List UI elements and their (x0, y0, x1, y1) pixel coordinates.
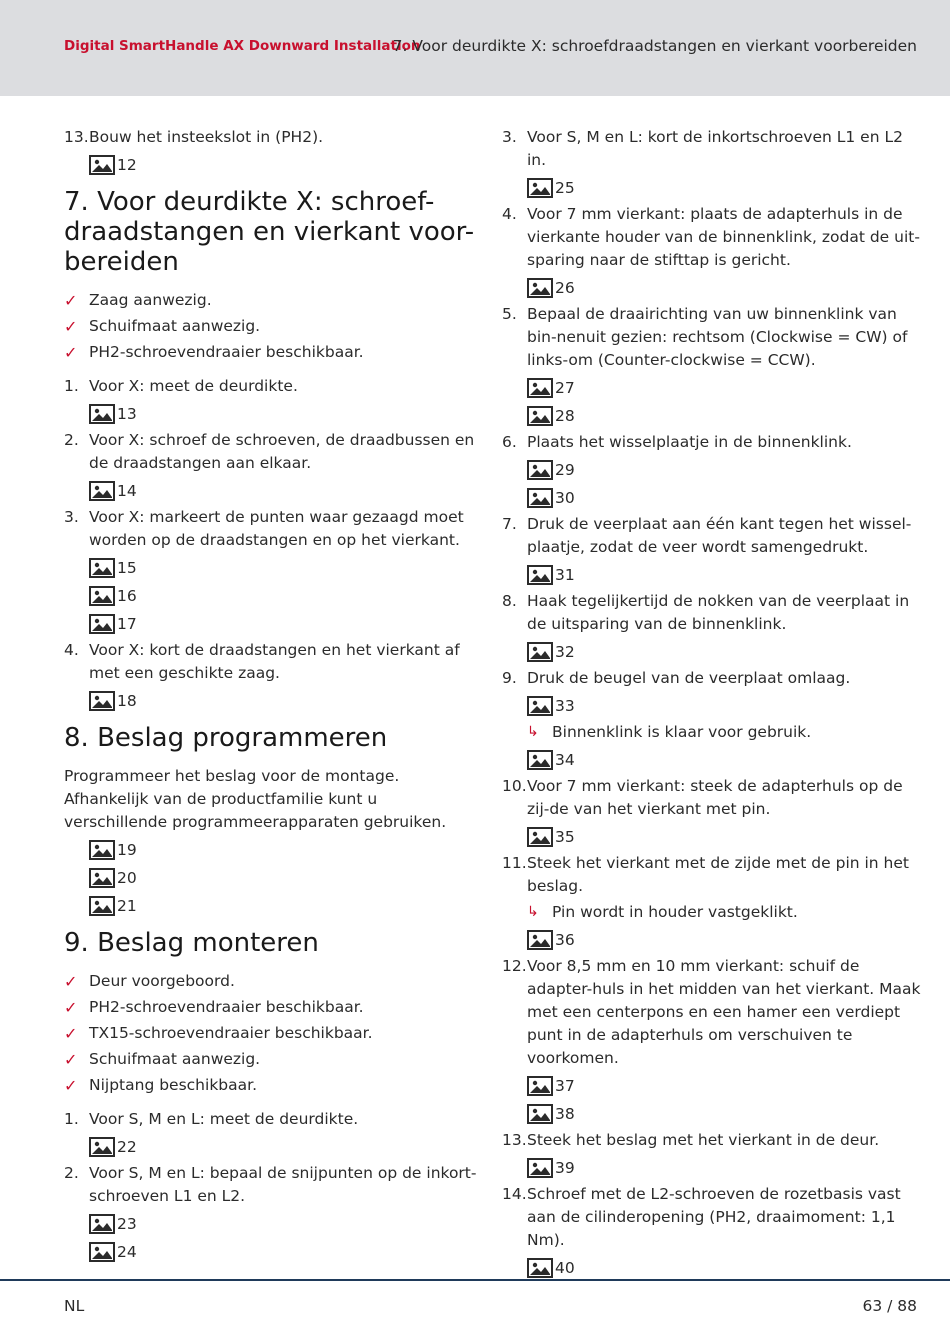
image-icon (89, 155, 115, 175)
figure-number: 21 (117, 896, 137, 915)
image-icon (527, 178, 553, 198)
figure-reference[interactable] (527, 457, 922, 482)
result-item (527, 901, 922, 924)
prerequisite-item (64, 315, 479, 338)
checkmark-icon: ✓ (64, 1076, 78, 1095)
image-icon (89, 840, 115, 860)
figure-reference[interactable] (527, 485, 922, 510)
step-item (64, 506, 479, 552)
step-item (64, 1108, 479, 1131)
document-title: Digital SmartHandle AX Downward Installation (64, 38, 421, 54)
image-icon (527, 1158, 553, 1178)
step-text: Voor S, M en L: bepaal de snijpunten op de inkort-schroeven L1 en L2. (89, 1164, 477, 1205)
figure-reference[interactable] (527, 275, 922, 300)
figure-reference[interactable] (89, 478, 479, 503)
step-text: Voor X: markeert de punten waar gezaagd moet worden op de draadstangen en op het vierkant. (89, 508, 464, 549)
image-icon (527, 406, 553, 426)
section-intro: Programmeer het beslag voor de montage. Afhankelijk van de productfamilie kunt u verschillende programmeerapparaten gebruiken. (64, 767, 447, 831)
step-text: Voor X: schroef de schroeven, de draadbussen en de draadstangen aan elkaar. (89, 431, 475, 472)
checkmark-icon: ✓ (64, 998, 78, 1017)
figure-number: 23 (117, 1214, 137, 1233)
page-header (0, 0, 950, 96)
figure-number: 19 (117, 840, 137, 859)
step-text: Voor S, M en L: meet de deurdikte. (89, 1110, 359, 1128)
figure-reference[interactable] (89, 865, 479, 890)
section-heading-7 (64, 187, 479, 277)
step-number: 2. (64, 1164, 79, 1182)
step-number: 6. (502, 433, 517, 451)
figure-number: 14 (117, 481, 137, 500)
figure-reference[interactable] (527, 824, 922, 849)
image-icon (89, 586, 115, 606)
step-item (502, 775, 922, 821)
step-number: 13. (64, 128, 89, 146)
step-item (502, 126, 922, 172)
prerequisite-text: Schuifmaat aanwezig. (89, 317, 261, 335)
figure-number: 30 (555, 488, 575, 507)
image-icon (527, 642, 553, 662)
result-text: Pin wordt in houder vastgeklikt. (552, 903, 798, 921)
figure-number: 20 (117, 868, 137, 887)
prerequisite-item (64, 341, 479, 364)
image-icon (89, 868, 115, 888)
checkmark-icon: ✓ (64, 1024, 78, 1043)
image-icon (527, 827, 553, 847)
figure-reference[interactable] (89, 837, 479, 862)
step-item (502, 203, 922, 272)
prerequisite-item (64, 996, 479, 1019)
image-icon (527, 278, 553, 298)
figure-number: 24 (117, 1242, 137, 1261)
checkmark-icon: ✓ (64, 1050, 78, 1069)
figure-number: 32 (555, 642, 575, 661)
step-number: 11. (502, 854, 527, 872)
step-text: Druk de veerplaat aan één kant tegen het wissel-plaatje, zodat de veer wordt samengedrukt. (527, 515, 912, 556)
figure-number: 34 (555, 750, 575, 769)
prerequisite-text: TX15-schroevendraaier beschikbaar. (89, 1024, 373, 1042)
heading-line: bereiden (64, 247, 179, 277)
figure-number: 25 (555, 178, 575, 197)
page-number: 63 / 88 (862, 1297, 917, 1315)
figure-reference[interactable] (527, 1155, 922, 1180)
step-number: 3. (502, 128, 517, 146)
image-icon (89, 481, 115, 501)
figure-number: 31 (555, 565, 575, 584)
step-text: Bouw het insteekslot in (PH2). (89, 128, 324, 146)
step-item (502, 431, 922, 454)
figure-number: 28 (555, 406, 575, 425)
figure-reference[interactable] (89, 1134, 479, 1159)
prerequisite-text: PH2-schroevendraaier beschikbaar. (89, 343, 364, 361)
image-icon (89, 896, 115, 916)
figure-number: 17 (117, 614, 137, 633)
figure-number: 33 (555, 696, 575, 715)
step-text: Voor 8,5 mm en 10 mm vierkant: schuif de adapter-huls in het midden van het vierkant. Maak met een centerpons en een hamer een verdiept punt in de adapterhuls om verschuiven te voorkomen. (527, 957, 921, 1067)
prerequisite-text: Deur voorgeboord. (89, 972, 235, 990)
figure-reference[interactable] (89, 555, 479, 580)
step-item (502, 1129, 922, 1152)
figure-reference[interactable] (89, 893, 479, 918)
figure-reference[interactable] (527, 927, 922, 952)
step-number: 14. (502, 1185, 527, 1203)
prerequisite-item (64, 1022, 479, 1045)
heading-line: draadstangen en vierkant voor- (64, 217, 475, 247)
figure-reference[interactable] (527, 562, 922, 587)
image-icon (527, 565, 553, 585)
step-text: Schroef met de L2-schroeven de rozetbasis vast aan de cilinderopening (PH2, draaimoment: 1,1 Nm). (527, 1185, 901, 1249)
step-item (502, 955, 922, 1070)
step-text: Voor S, M en L: kort de inkortschroeven L1 en L2 in. (527, 128, 903, 169)
step-text: Voor 7 mm vierkant: plaats de adapterhuls in de vierkante houder van de binnenklink, zodat de uit-sparing naar de stifttap is gericht. (527, 205, 920, 269)
image-icon (527, 1104, 553, 1124)
figure-number: 12 (117, 155, 137, 174)
figure-reference[interactable] (89, 688, 479, 713)
image-icon (527, 488, 553, 508)
checkmark-icon: ✓ (64, 972, 78, 991)
step-text: Voor 7 mm vierkant: steek de adapterhuls op de zij-de van het vierkant met pin. (527, 777, 903, 818)
figure-reference[interactable] (527, 1255, 922, 1280)
figure-number: 29 (555, 460, 575, 479)
image-icon (527, 460, 553, 480)
step-text: Voor X: meet de deurdikte. (89, 377, 298, 395)
left-column (64, 126, 479, 1267)
step-text: Steek het vierkant met de zijde met de pin in het beslag. (527, 854, 909, 895)
step-item (502, 852, 922, 898)
step-item (64, 429, 479, 475)
section-running-title: 7. Voor deurdikte X: schroefdraadstangen en vierkant voorbereiden (392, 37, 917, 55)
prerequisite-text: PH2-schroevendraaier beschikbaar. (89, 998, 364, 1016)
step-number: 7. (502, 515, 517, 533)
figure-reference[interactable] (89, 611, 479, 636)
prerequisite-text: Nijptang beschikbaar. (89, 1076, 258, 1094)
image-icon (89, 614, 115, 634)
checkmark-icon: ✓ (64, 291, 78, 310)
figure-reference[interactable] (527, 693, 922, 718)
figure-number: 35 (555, 827, 575, 846)
figure-number: 15 (117, 558, 137, 577)
figure-reference[interactable] (527, 375, 922, 400)
right-column (502, 126, 922, 1283)
step-text: Druk de beugel van de veerplaat omlaag. (527, 669, 851, 687)
image-icon (89, 1214, 115, 1234)
step-number: 10. (502, 777, 527, 795)
step-number: 4. (502, 205, 517, 223)
prerequisite-item (64, 970, 479, 993)
image-icon (89, 558, 115, 578)
prerequisite-item (64, 1074, 479, 1097)
image-icon (527, 750, 553, 770)
figure-reference[interactable] (527, 1101, 922, 1126)
result-item (527, 721, 922, 744)
step-number: 8. (502, 592, 517, 610)
step-number: 13. (502, 1131, 527, 1149)
result-text: Binnenklink is klaar voor gebruik. (552, 723, 812, 741)
step-number: 2. (64, 431, 79, 449)
figure-number: 16 (117, 586, 137, 605)
figure-number: 38 (555, 1104, 575, 1123)
step-number: 3. (64, 508, 79, 526)
image-icon (89, 404, 115, 424)
figure-number: 13 (117, 404, 137, 423)
heading-line: 7. Voor deurdikte X: schroef- (64, 187, 435, 217)
step-text: Steek het beslag met het vierkant in de deur. (527, 1131, 880, 1149)
step-number: 1. (64, 1110, 79, 1128)
image-icon (527, 378, 553, 398)
figure-number: 37 (555, 1076, 575, 1095)
step-item (502, 1183, 922, 1252)
figure-reference[interactable] (89, 583, 479, 608)
footer-rule (0, 1279, 950, 1281)
figure-reference[interactable] (527, 403, 922, 428)
figure-number: 39 (555, 1158, 575, 1177)
step-item (502, 303, 922, 372)
figure-number: 18 (117, 691, 137, 710)
image-icon (527, 1076, 553, 1096)
step-item (64, 126, 479, 149)
result-arrow-icon: ↳ (527, 724, 539, 740)
step-number: 5. (502, 305, 517, 323)
figure-reference[interactable] (89, 1239, 479, 1264)
checkmark-icon: ✓ (64, 343, 78, 362)
image-icon (527, 930, 553, 950)
figure-number: 26 (555, 278, 575, 297)
step-number: 9. (502, 669, 517, 687)
figure-reference[interactable] (527, 639, 922, 664)
image-icon (527, 696, 553, 716)
image-icon (89, 1137, 115, 1157)
step-number: 4. (64, 641, 79, 659)
figure-number: 22 (117, 1137, 137, 1156)
step-item (64, 639, 479, 685)
prerequisite-text: Schuifmaat aanwezig. (89, 1050, 261, 1068)
footer-language: NL (64, 1297, 85, 1315)
figure-reference[interactable] (89, 152, 479, 177)
checkmark-icon: ✓ (64, 317, 78, 336)
figure-number: 36 (555, 930, 575, 949)
step-item (502, 667, 922, 690)
figure-reference[interactable] (527, 1073, 922, 1098)
step-text: Plaats het wisselplaatje in de binnenklink. (527, 433, 852, 451)
prerequisite-item (64, 289, 479, 312)
step-item (64, 375, 479, 398)
figure-reference[interactable] (527, 747, 922, 772)
prerequisite-text: Zaag aanwezig. (89, 291, 212, 309)
image-icon (527, 1258, 553, 1278)
figure-reference[interactable] (527, 175, 922, 200)
step-number: 12. (502, 957, 527, 975)
figure-number: 40 (555, 1258, 575, 1277)
step-item (502, 513, 922, 559)
figure-reference[interactable] (89, 401, 479, 426)
prerequisite-item (64, 1048, 479, 1071)
step-number: 1. (64, 377, 79, 395)
figure-reference[interactable] (89, 1211, 479, 1236)
section-heading-8: 8. Beslag programmeren (64, 723, 388, 753)
step-text: Haak tegelijkertijd de nokken van de veerplaat in de uitsparing van de binnenklink. (527, 592, 910, 633)
step-text: Voor X: kort de draadstangen en het vierkant af met een geschikte zaag. (89, 641, 460, 682)
image-icon (89, 691, 115, 711)
image-icon (89, 1242, 115, 1262)
step-item (502, 590, 922, 636)
result-arrow-icon: ↳ (527, 904, 539, 920)
figure-number: 27 (555, 378, 575, 397)
step-text: Bepaal de draairichting van uw binnenklink van bin-nenuit gezien: rechtsom (Clockwise = CW) of links-om (Counter-clockwise = CCW). (527, 305, 908, 369)
section-heading-9: 9. Beslag monteren (64, 928, 319, 958)
step-item (64, 1162, 479, 1208)
